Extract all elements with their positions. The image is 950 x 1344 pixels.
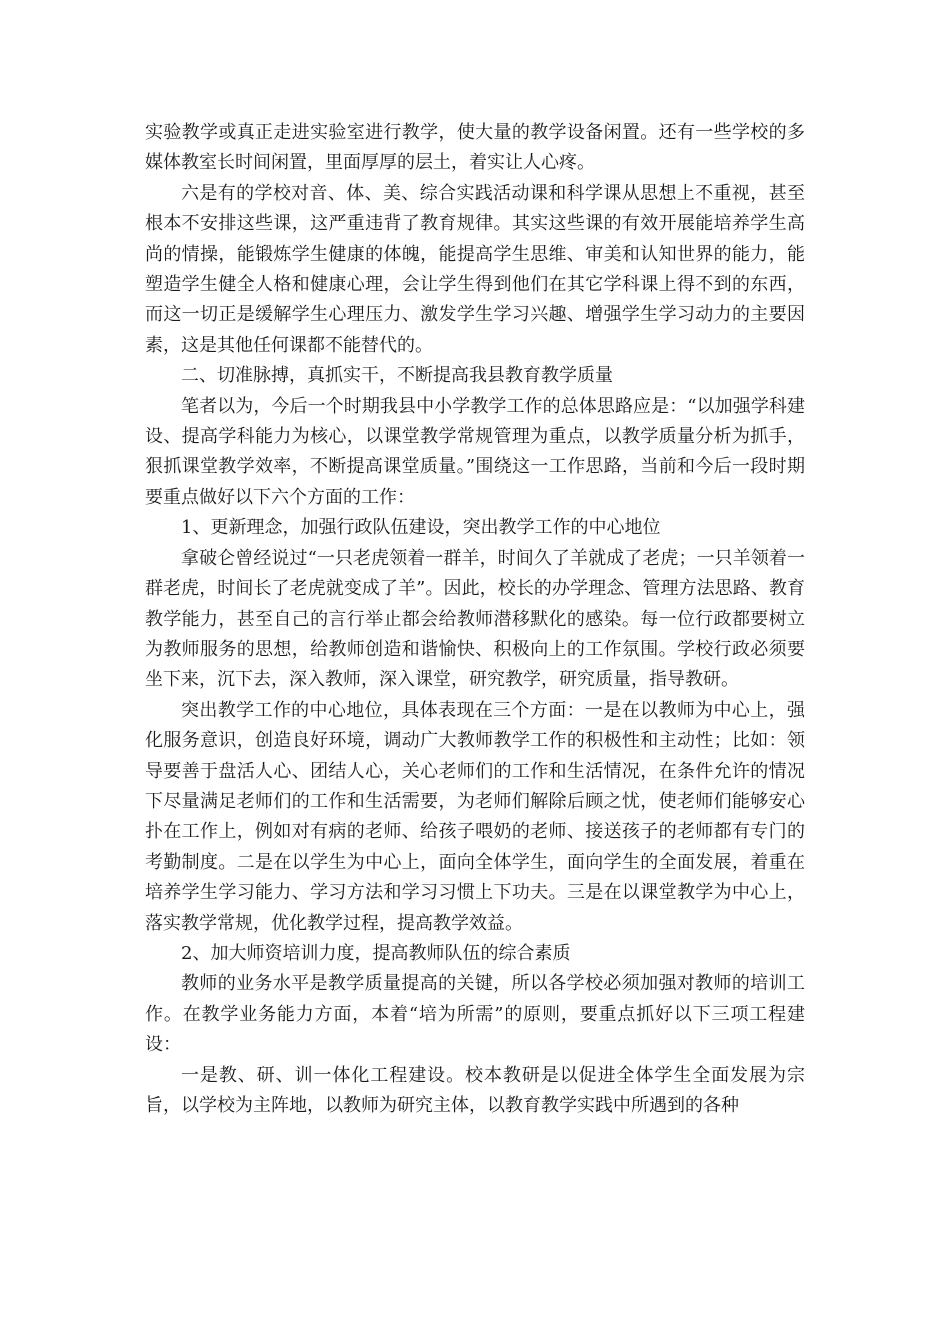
section-heading-2: 二、切准脉搏，真抓实干，不断提高我县教育教学质量	[181, 365, 613, 387]
subsection-heading-1: 1、更新理念，加强行政队伍建设，突出教学工作的中心地位	[181, 517, 661, 539]
subsection-heading-2: 2、加大师资培训力度，提高教师队伍的综合素质	[181, 942, 571, 964]
paragraph-2: 六是有的学校对音、体、美、综合实践活动课和科学课从思想上不重视，甚至根本不安排这些课，这严重违背了教育规律。其实这些课的有效开展能培养学生高尚的情操，能锻炼学生健康的体魄，能提高学生思维、审美和认知世界的能力，能塑造学生健全人格和健康心理，会让学生得到他们在其它学科课上得不到的东西，而这一切正是缓解学生心理压力、激发学生学习兴趣、增强学生学习动力的主要因素，这是其他任何课都不能替代的。	[145, 182, 805, 356]
paragraph-3: 笔者以为，今后一个时期我县中小学教学工作的总体思路应是：“以加强学科建设、提高学科能力为核心，以课堂教学常规管理为重点，以教学质量分析为抓手，狠抓课堂教学效率，不断提高课堂质量。”围绕这一工作思路，当前和今后一段时期要重点做好以下六个方面的工作：	[145, 395, 805, 508]
paragraph-4: 拿破仑曾经说过“一只老虎领着一群羊，时间久了羊就成了老虎；一只羊领着一群老虎，时间长了老虎就变成了羊”。因此，校长的办学理念、管理方法思路、教育教学能力，甚至自己的言行举止都会给教师潜移默化的感染。每一位行政都要树立为教师服务的思想，给教师创造和谐愉快、积极向上的工作氛围。学校行政必须要坐下来，沉下去，深入教师，深入课堂，研究教学，研究质量，指导教研。	[145, 547, 805, 691]
paragraph-7: 一是教、研、训一体化工程建设。校本教研是以促进全体学生全面发展为宗旨，以学校为主阵地，以教师为研究主体，以教育教学实践中所遇到的各种	[145, 1064, 805, 1116]
paragraph-5: 突出教学工作的中心地位，具体表现在三个方面：一是在以教师为中心上，强化服务意识，创造良好环境，调动广大教师教学工作的积极性和主动性；比如：领导要善于盘活人心、团结人心，关心老师们的工作和生活情况，在条件允许的情况下尽量满足老师们的工作和生活需要，为老师们解除后顾之忧，使老师们能够安心扑在工作上，例如对有病的老师、给孩子喂奶的老师、接送孩子的老师都有专门的考勤制度。二是在以学生为中心上，面向全体学生，面向学生的全面发展，着重在培养学生学习能力、学习方法和学习习惯上下功夫。三是在以课堂教学为中心上，落实教学常规，优化教学过程，提高教学效益。	[145, 699, 805, 934]
document-body	[145, 118, 805, 1121]
paragraph-1: 实验教学或真正走进实验室进行教学，使大量的教学设备闲置。还有一些学校的多媒体教室长时间闲置，里面厚厚的层土，着实让人心疼。	[145, 122, 805, 174]
paragraph-6: 教师的业务水平是教学质量提高的关键，所以各学校必须加强对教师的培训工作。在教学业务能力方面，本着“培为所需”的原则，要重点抓好以下三项工程建设：	[145, 973, 805, 1056]
